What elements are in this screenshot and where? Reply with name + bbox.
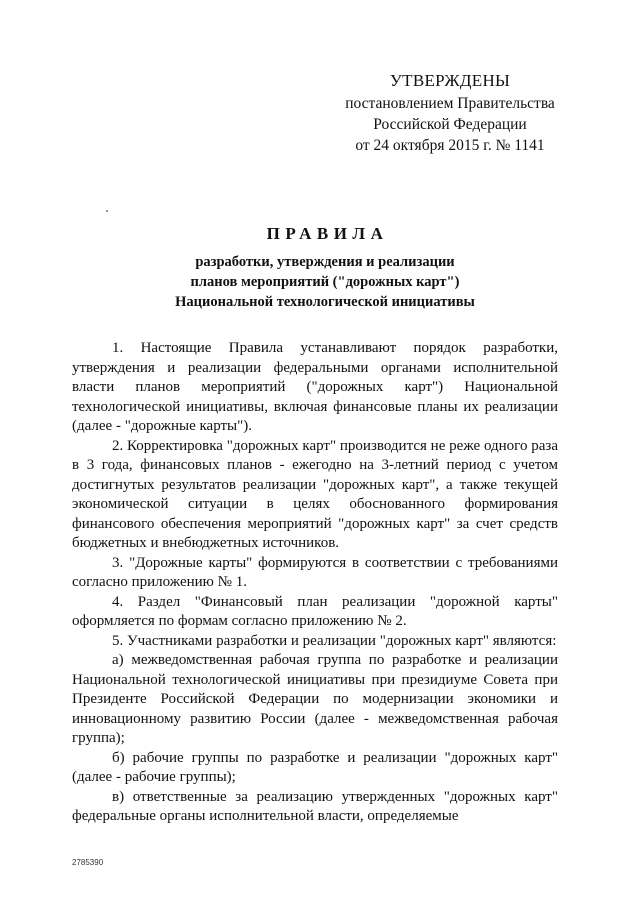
paragraph-5b: б) рабочие группы по разработке и реализации "дорожных карт" (далее - рабочие группы); [72, 749, 558, 785]
approval-title: УТВЕРЖДЕНЫ [389, 71, 511, 90]
heading-sub-line-2: планов мероприятий ("дорожных карт") [190, 274, 460, 290]
paragraph-5a: а) межведомственная рабочая группа по разработке и реализации Национальной технологической инициативы при президиуме Совета при Президенте Российской Федерации по модернизации экономики и инновационному развитию России (далее - межведомственная рабочая группа); [72, 652, 558, 746]
paragraph-3: 3. "Дорожные карты" формируются в соответствии с требованиями согласно приложению № 1. [72, 554, 558, 590]
document-heading [0, 222, 640, 312]
heading-subtitle [0, 252, 640, 312]
document-number: 2785390 [72, 858, 104, 867]
paragraph-5: 5. Участниками разработки и реализации "дорожных карт" являются: [112, 632, 557, 649]
heading-sub-line-3: Национальной технологической инициативы [175, 294, 475, 310]
scan-speck [106, 210, 108, 212]
heading-sub-line-1: разработки, утверждения и реализации [195, 254, 455, 270]
approval-stamp [320, 70, 580, 156]
paragraph-4: 4. Раздел "Финансовый план реализации "дорожной карты" оформляется по формам согласно приложению № 2. [72, 593, 558, 629]
paragraph-1: 1. Настоящие Правила устанавливают порядок разработки, утверждения и реализации федеральными органами исполнительной власти планов мероприятий ("дорожных карт") Национальной технологической инициативы, включая финансовые планы их реализации (далее - "дорожные карты"). [72, 340, 558, 434]
paragraph-2: 2. Корректировка "дорожных карт" производится не реже одного раза в 3 года, финансовых планов - ежегодно на 3-летний период с учетом достигнутых результатов реализации "дорожных карт", а также текущей экономической ситуации в целях обоснованного формирования финансового обеспечения мероприятий "дорожных карт" за счет средств бюджетных и внебюджетных источников. [72, 437, 558, 551]
document-body [72, 339, 558, 827]
approval-line-1: постановлением Правительства [345, 95, 555, 112]
approval-line-3: от 24 октября 2015 г. № 1141 [355, 137, 545, 154]
paragraph-5c: в) ответственные за реализацию утвержденных "дорожных карт" федеральные органы исполнительной власти, определяемые [72, 788, 558, 824]
approval-line-2: Российской Федерации [373, 116, 527, 133]
heading-main: ПРАВИЛА [266, 224, 389, 243]
